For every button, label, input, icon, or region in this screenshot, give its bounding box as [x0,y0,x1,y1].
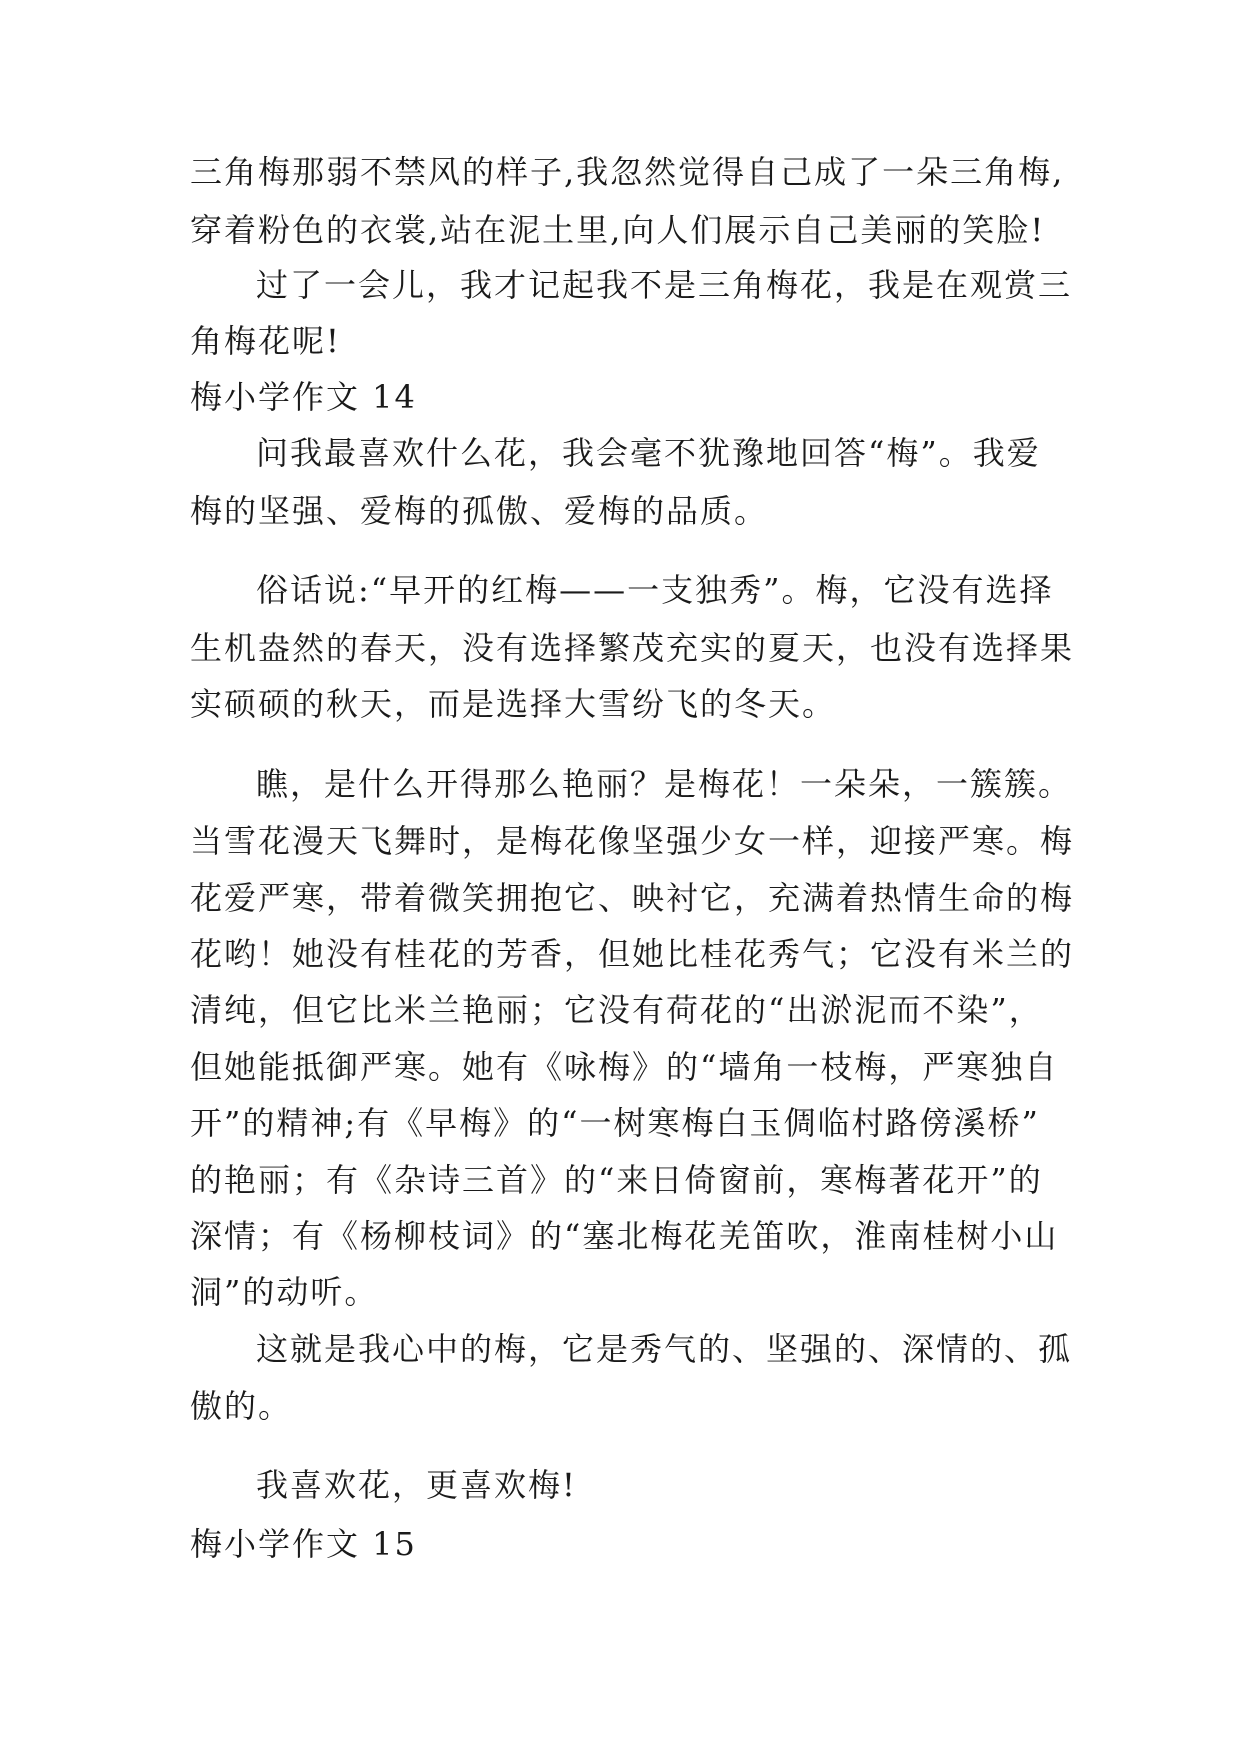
paragraph-line: 清纯，但它比米兰艳丽；它没有荷花的“出淤泥而不染”， [190,991,1043,1029]
paragraph-line: 瞧，是什么开得那么艳丽？是梅花！一朵朵，一簇簇。 [256,765,1073,803]
paragraph-line: 角梅花呢! [190,322,341,360]
paragraph-line: 的艳丽；有《杂诗三首》的“来日倚窗前，寒梅著花开”的 [190,1161,1043,1199]
paragraph-line: 实硕硕的秋天，而是选择大雪纷飞的冬天。 [190,685,837,723]
paragraph-line: 深情；有《杨柳枝词》的“塞北梅花羌笛吹，淮南桂树小山 [190,1217,1059,1255]
paragraph-line: 三角梅那弱不禁风的样子,我忽然觉得自己成了一朵三角梅, [190,153,1065,191]
paragraph-line: 生机盎然的春天，没有选择繁茂充实的夏天，也没有选择果 [190,629,1075,667]
paragraph-line: 花哟！她没有桂花的芳香，但她比桂花秀气；它没有米兰的 [190,935,1075,973]
paragraph-line: 过了一会儿，我才记起我不是三角梅花，我是在观赏三 [256,266,1073,304]
paragraph-line: 洞”的动听。 [190,1273,379,1311]
paragraph-line: 梅的坚强、爱梅的孤傲、爱梅的品质。 [190,492,769,530]
paragraph-line: 问我最喜欢什么花，我会毫不犹豫地回答“梅”。我爱 [256,434,1041,472]
paragraph-line: 这就是我心中的梅，它是秀气的、坚强的、深情的、孤 [256,1330,1073,1368]
paragraph-line: 开”的精神;有《早梅》的“一树寒梅白玉倜临村路傍溪桥” [190,1104,1040,1142]
section-heading: 梅小学作文 15 [190,1525,417,1563]
section-heading: 梅小学作文 14 [190,378,417,416]
paragraph-line: 穿着粉色的衣裳,站在泥土里,向人们展示自己美丽的笑脸! [190,211,1046,249]
paragraph-line: 傲的。 [190,1387,293,1425]
paragraph-line: 但她能抵御严寒。她有《咏梅》的“墙角一枝梅，严寒独自 [190,1048,1059,1086]
paragraph-line: 俗话说:“早开的红梅——一支独秀”。梅，它没有选择 [256,571,1054,609]
paragraph-line: 花爱严寒，带着微笑拥抱它、映衬它，充满着热情生命的梅 [190,879,1075,917]
paragraph-line: 当雪花漫天飞舞时，是梅花像坚强少女一样，迎接严寒。梅 [190,822,1075,860]
paragraph-line: 我喜欢花，更喜欢梅! [256,1466,577,1504]
